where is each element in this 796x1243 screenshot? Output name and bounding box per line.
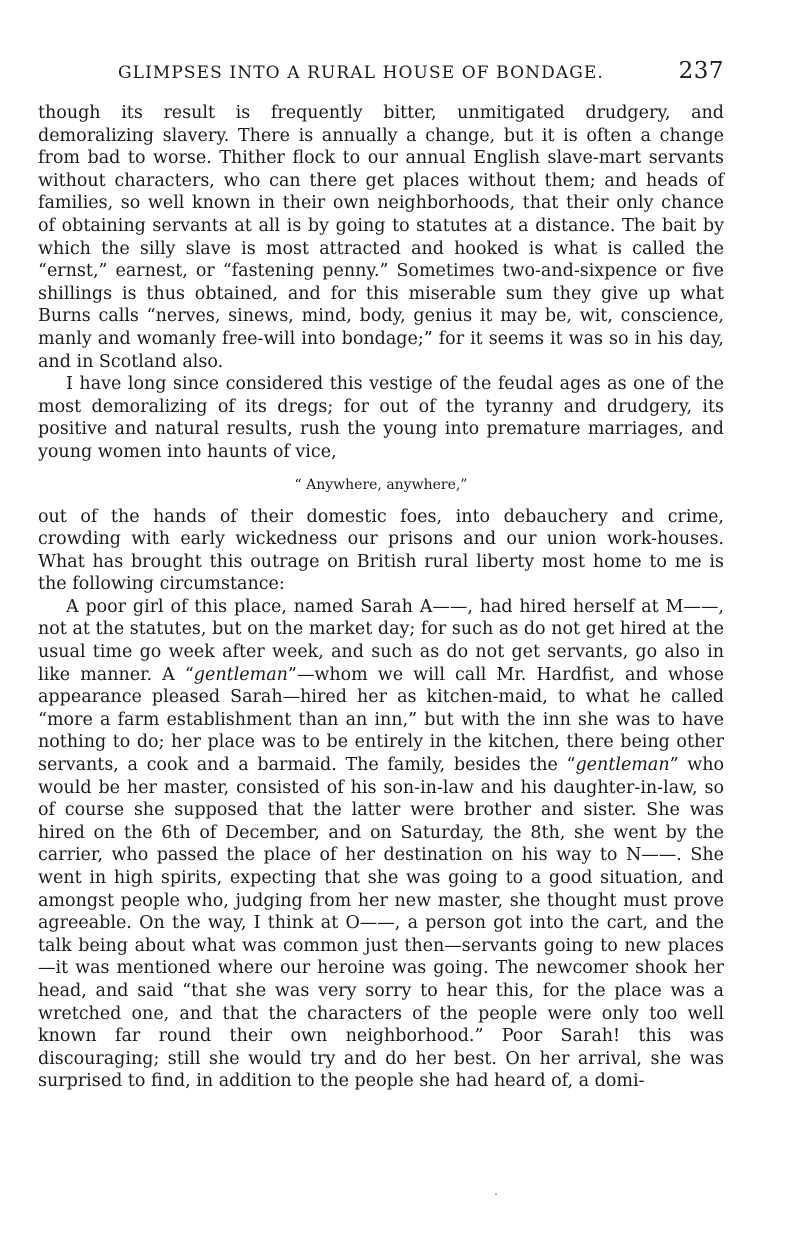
paragraph-feudal-vestige: I have long since considered this vestige of the feudal ages as one of the most demoralizing of its dregs; for out of the tyranny and drudgery, its positive and natural results, rush the young into premature marriages, and young women into haunts of vice, [38,374,724,462]
gentleman-emphasis-1: gentleman [193,664,288,685]
running-title: GLIMPSES INTO A RURAL HOUSE OF BONDAGE. [118,63,604,83]
gentleman-emphasis-2: gentleman [575,755,670,776]
story-text-part-3: ” who would be her master, consisted of his son-in-law and his daughter-in-law, so of course she supposed that the latter were brother and sister. She was hired on the 6th of December, and on Saturday, the 8th, she went by the carrier, who passed the place of her destination on his way to N——. She went in high spirits, expecting that she was going to a good situation, and amongst people who, judging from her new master, she thought must prove agreeable. On the way, I think at O——, a person got into the cart, and the talk being about what was common just then—servants going to new places—it was mentioned where our heroine was going. The newcomer shook her head, and said “that she was very sorry to hear this, for the place was a wretched one, and that the characters of the people were only too well known far round their own neighborhood.” Poor Sarah! this was discouraging; still she would try and do her best. On her arrival, she was surprised to find, in addition to the people she had heard of, a domi- [38,755,724,1092]
body-text [38,102,724,1093]
page-number: 237 [678,58,724,84]
story-text-part-1: A poor girl of this place, named Sarah A——, had hired herself at M——, not at the statutes, but on the market day; for such as do not get hired at the usual time go week after week, and such as do not get servants, go also in like manner. A “ [38,596,724,685]
paper-speck [495,1193,497,1195]
page [38,58,724,1093]
paragraph-continued: though its result is frequently bitter, unmitigated drudgery, and demoralizing slavery. There is annually a change, but it is often a change from bad to worse. Thither flock to our annual English slave-mart servants without characters, who can there get places without them; and heads of families, so well known in their own neighborhoods, that their only chance of obtaining servants at all is by going to statutes at a distance. The bait by which the silly slave is most attracted and hooked is what is called the “ernst,” earnest, or “fastening penny.” Sometimes two-and-sixpence or five shillings is thus obtained, and for this miserable sum they give up what Burns calls “nerves, sinews, mind, body, genius it may be, wit, conscience, manly and womanly free-will into bondage;” for it seems it was so in his day, and in Scotland also. [38,103,724,372]
page-header [38,58,724,92]
story-text-part-2: ”—whom we will call Mr. Hardfist, and whose appearance pleased Sarah—hired her as kitchen-maid, to what he called “more a farm establishment than an inn,” but with the inn she was to have nothing to do; her place was to be entirely in the kitchen, there being other servants, a cook and a barmaid. The family, besides the “ [38,664,725,776]
paragraph-sarah-story [38,596,724,1093]
inline-quote: “ Anywhere, anywhere,” [294,476,468,493]
paragraph-after-quote: out of the hands of their domestic foes, into debauchery and crime, crowding with early wickedness our prisons and our union work-houses. What has brought this outrage on British rural liberty most home to me is the following circumstance: [38,506,724,595]
